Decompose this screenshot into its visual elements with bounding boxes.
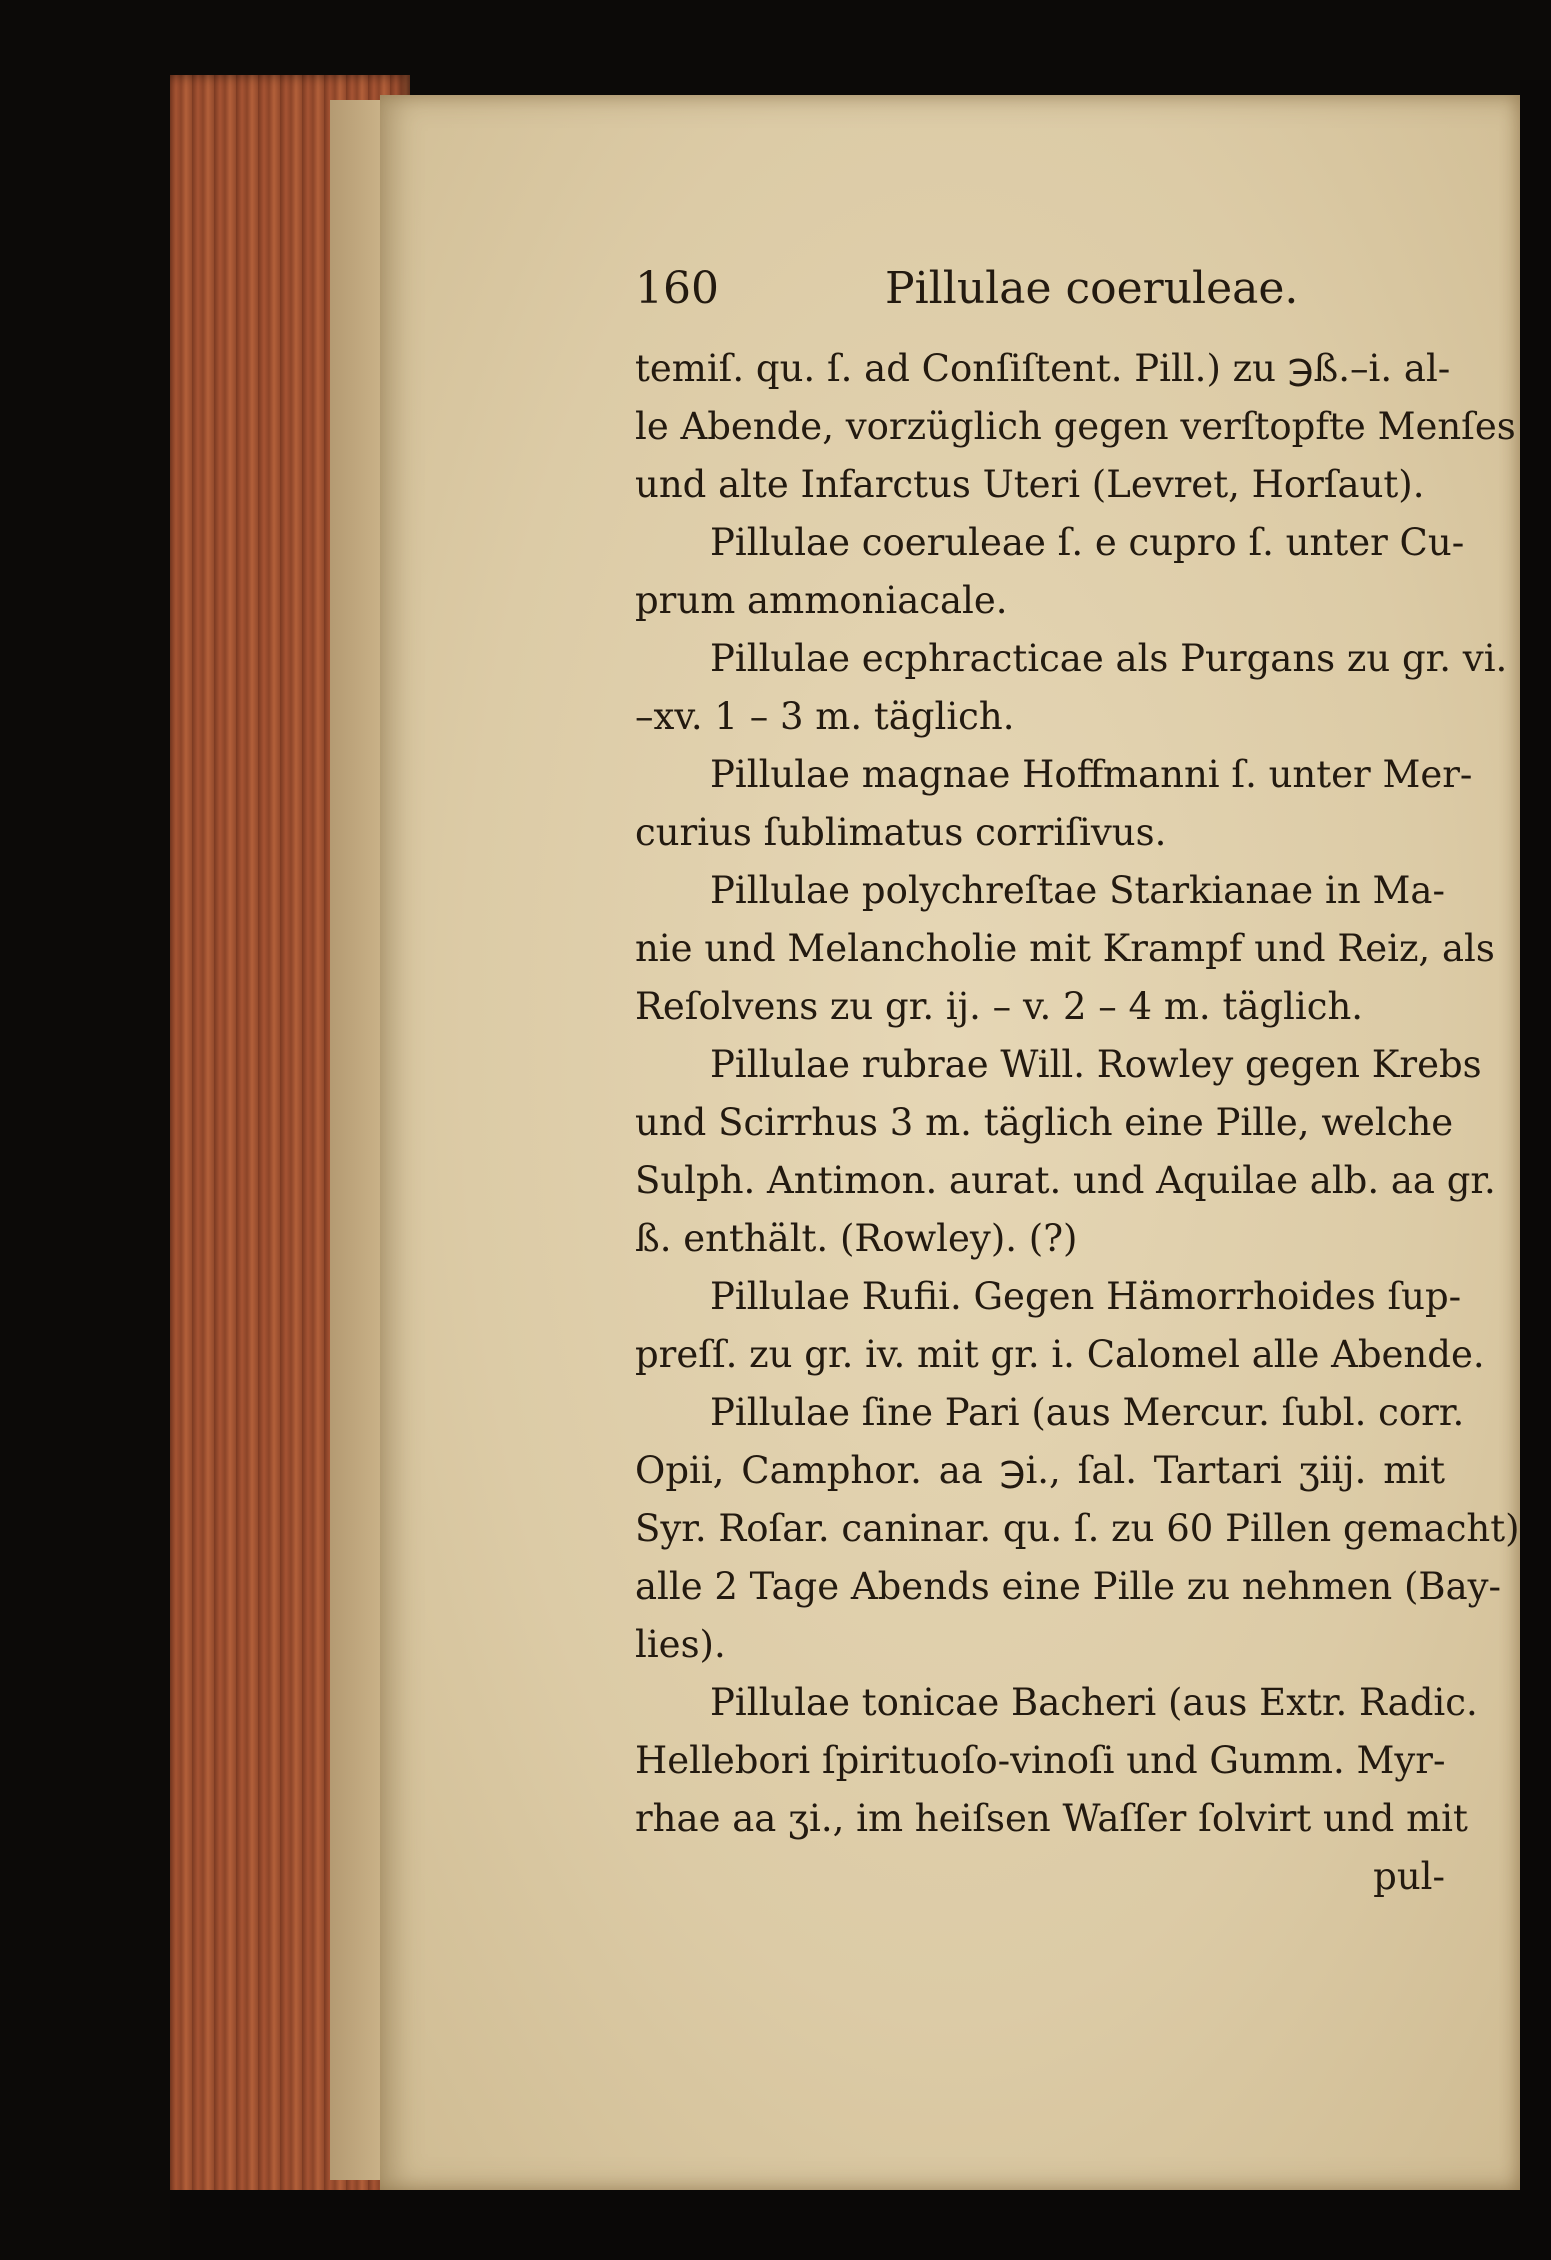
text-line: ß. enthält. (Rowley). (?) bbox=[635, 1217, 1078, 1260]
catchword: pul- bbox=[1373, 1855, 1445, 1898]
text-line: Pillulae magnae Hoffmanni ſ. unter Mer- bbox=[710, 753, 1473, 796]
text-line: Pillulae ſine Pari (aus Mercur. ſubl. corr. bbox=[710, 1391, 1465, 1434]
text-line: Pillulae ecphracticae als Purgans zu gr. vi. bbox=[710, 637, 1508, 680]
text-line: Pillulae Rufii. Gegen Hämorrhoides ſup- bbox=[710, 1275, 1462, 1318]
text-line: Pillulae polychreſtae Starkianae in Ma- bbox=[710, 869, 1445, 912]
background-right bbox=[1520, 80, 1551, 2210]
text-line: –xv. 1 – 3 m. täglich. bbox=[635, 695, 1015, 738]
background-bottom bbox=[170, 2190, 1551, 2260]
text-line: Opii, Camphor. aa ℈i., ſal. Tartari ʒiij. mit bbox=[635, 1449, 1445, 1492]
body-lines bbox=[635, 340, 1520, 1848]
page-header bbox=[635, 260, 1445, 340]
text-line: rhae aa ʒi., im heiſsen Waſſer ſolvirt und mit bbox=[635, 1797, 1468, 1840]
text-line: und Scirrhus 3 m. täglich eine Pille, welche bbox=[635, 1101, 1454, 1144]
text-line: prum ammoniacale. bbox=[635, 579, 1008, 622]
text-line: preſſ. zu gr. iv. mit gr. i. Calomel alle Abende. bbox=[635, 1333, 1485, 1376]
text-line: Reſolvens zu gr. ij. – v. 2 – 4 m. täglich. bbox=[635, 985, 1364, 1028]
text-line: curius ſublimatus corriſivus. bbox=[635, 811, 1167, 854]
page-number: 160 bbox=[635, 263, 719, 314]
text-line: alle 2 Tage Abends eine Pille zu nehmen (Bay- bbox=[635, 1565, 1502, 1608]
text-line: le Abende, vorzüglich gegen verſtopfte Menſes bbox=[635, 405, 1516, 448]
text-line: lies). bbox=[635, 1623, 726, 1666]
running-title: Pillulae coeruleae. bbox=[885, 263, 1299, 314]
page-text-block bbox=[635, 260, 1520, 1906]
text-line: nie und Melancholie mit Krampf und Reiz, als bbox=[635, 927, 1495, 970]
text-line: Syr. Roſar. caninar. qu. ſ. zu 60 Pillen gemacht) bbox=[635, 1507, 1520, 1550]
text-line: Sulph. Antimon. aurat. und Aquilae alb. aa gr. bbox=[635, 1159, 1496, 1202]
text-line: und alte Infarctus Uteri (Levret, Horſaut). bbox=[635, 463, 1425, 506]
text-line: Pillulae rubrae Will. Rowley gegen Krebs bbox=[710, 1043, 1482, 1086]
text-line: Pillulae tonicae Bacheri (aus Extr. Radic. bbox=[710, 1681, 1478, 1724]
text-line: Hellebori ſpirituoſo-vinoſi und Gumm. Myr- bbox=[635, 1739, 1446, 1782]
text-line: Pillulae coeruleae ſ. e cupro ſ. unter Cu- bbox=[710, 521, 1465, 564]
text-line: temiſ. qu. ſ. ad Conſiſtent. Pill.) zu ℈ß.–i. al- bbox=[635, 347, 1451, 390]
